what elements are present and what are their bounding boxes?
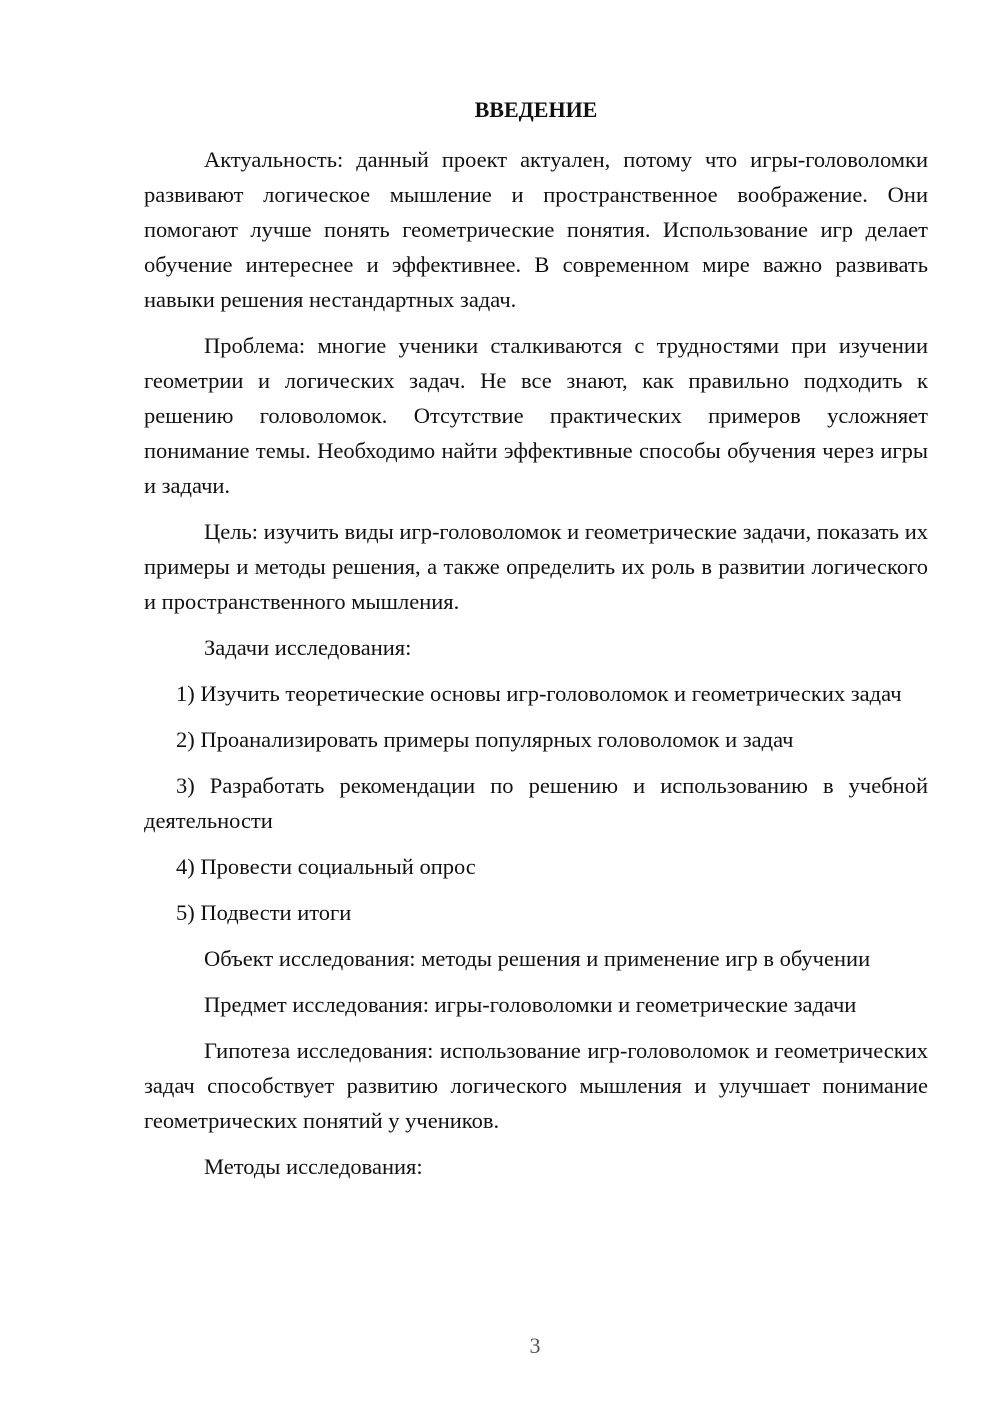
paragraph-hypothesis: Гипотеза исследования: использование игр-головоломок и геометрических задач способствует развитию логического мышления и улучшает понимание геометрических понятий у учеников. <box>144 1038 928 1133</box>
paragraph-relevance: Актуальность: данный проект актуален, потому что игры-головоломки развивают логическое мышление и пространственное воображение. Они помогают лучше понять геометрические понятия. Использование игр делает обучение интереснее и эффективнее. В современном мире важно развивать навыки решения нестандартных задач. <box>144 147 928 312</box>
tasks-heading: Задачи исследования: <box>204 635 412 660</box>
paragraph-subject: Предмет исследования: игры-головоломки и геометрические задачи <box>204 992 857 1017</box>
page-content <box>144 92 928 1195</box>
page-number: 3 <box>529 1333 541 1358</box>
methods-heading: Методы исследования: <box>204 1154 423 1179</box>
paragraph-goal: Цель: изучить виды игр-головоломок и геометрические задачи, показать их примеры и методы решения, а также определить их роль в развитии логического и пространственного мышления. <box>144 519 928 614</box>
page-title: ВВЕДЕНИЕ <box>474 97 598 122</box>
task-item: 1) Изучить теоретические основы игр-головоломок и геометрических задач <box>176 681 902 706</box>
task-item: 4) Провести социальный опрос <box>176 854 476 879</box>
task-item: 3) Разработать рекомендации по решению и использованию в учебной деятельности <box>144 773 928 833</box>
task-item: 5) Подвести итоги <box>176 900 352 925</box>
task-item: 2) Проанализировать примеры популярных головоломок и задач <box>176 727 794 752</box>
paragraph-object: Объект исследования: методы решения и применение игр в обучении <box>204 946 871 971</box>
paragraph-problem: Проблема: многие ученики сталкиваются с трудностями при изучении геометрии и логических задач. Не все знают, как правильно подходить к решению головоломок. Отсутствие практических примеров усложняет понимание темы. Необходимо найти эффективные способы обучения через игры и задачи. <box>144 333 928 498</box>
